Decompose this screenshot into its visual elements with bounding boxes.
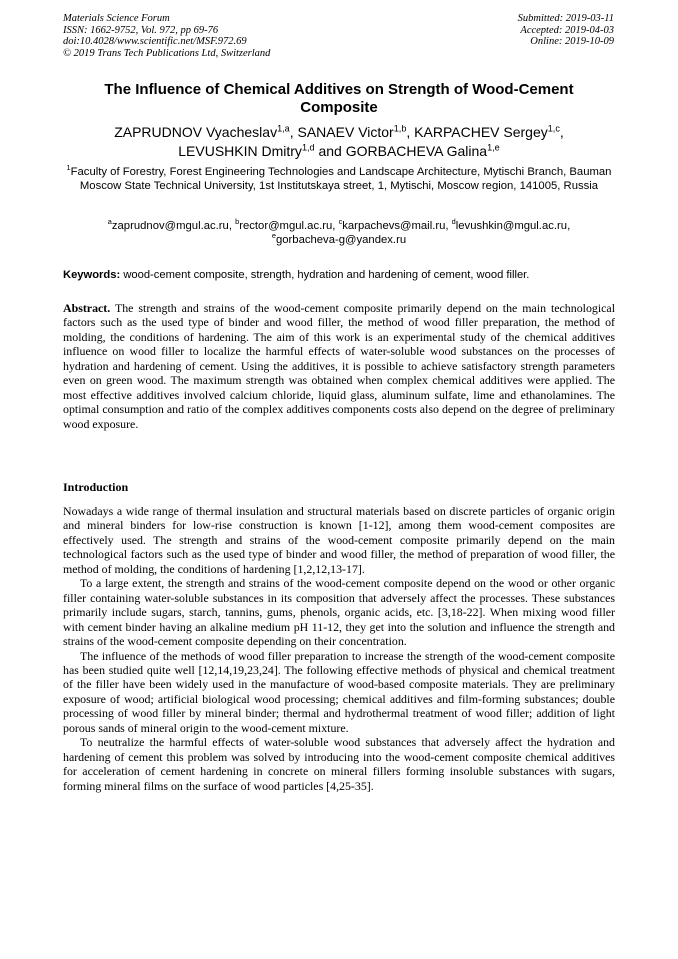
abstract-label: Abstract.	[63, 301, 111, 315]
keywords	[63, 268, 615, 282]
email-list	[63, 219, 615, 247]
doi: doi:10.4028/www.scientific.net/MSF.972.69	[63, 36, 247, 48]
author-list	[70, 123, 608, 161]
abstract-text: The strength and strains of the wood-cement composite primarily depend on the main technological factors such as the used type of binder and wood filler, the method of wood filler preparation, the method of molding, the conditions of hardening. The aim of this work is an experimental study of the chemical additives influence on wood filler to localize the harmful effects of water-soluble wood substances on the processes of hydration and hardening of cement. Using the additives, it is possible to achieve satisfactory strength parameters even on green wood. The maximum strength was obtained when complex chemical additives were applied. The most effective additives involved calcium chloride, liquid glass, aluminum sulfate, lime and ethanolamines. The optimal consumption and ratio of the complex additives components costs also depend on the degree of preliminary wood exposure.	[63, 301, 616, 431]
abstract	[63, 301, 615, 431]
keywords-label: Keywords:	[63, 269, 121, 281]
keywords-text: wood-cement composite, strength, hydration and hardening of cement, wood filler.	[123, 269, 530, 281]
introduction-heading: Introduction	[63, 480, 129, 494]
author: ZAPRUDNOV Vyacheslav$^{1,a}$,	[114, 123, 298, 140]
author-email: $^b$rector@mgul.ac.ru,	[235, 217, 339, 232]
online-date: Online: 2019-10-09	[530, 36, 614, 48]
copyright: © 2019 Trans Tech Publications Ltd, Switzerland	[63, 47, 271, 59]
paper-title: The Influence of Chemical Additives on Strength of Wood-Cement Composite	[104, 81, 574, 116]
author: KARPACHEV Sergey$^{1,c}$,	[414, 123, 564, 140]
author: LEVUSHKIN Dmitry$^{1,d}$ and	[178, 142, 346, 159]
author: GORBACHEVA Galina$^{1,e}$	[345, 142, 500, 159]
journal-info	[63, 13, 270, 59]
issn: ISSN: 1662-9752, Vol. 972, pp 69-76	[63, 24, 219, 36]
journal-name: Materials Science Forum	[63, 13, 170, 24]
introduction-body	[63, 504, 615, 793]
author-email: $^d$levushkin@mgul.ac.ru,	[451, 217, 571, 232]
publication-dates	[518, 13, 614, 48]
submitted-date: Submitted: 2019-03-11	[517, 13, 614, 24]
paragraph: The influence of the methods of wood filler preparation to increase the strength of the wood-cement composite has been studied quite well [12,14,19,23,24]. The following effective methods of physical and chemical treatment of the filler have been widely used in the manufacture of wood-based composite materials. They are preliminary exposure of wood; artificial biological wood processing; chemical additives and film-forming substances; double processing of wood filler by mineral binder; thermal and hydrothermal treatment of wood filler; addition of light porous sands of mineral origin to the wood-cement mixture.	[63, 648, 615, 735]
paragraph: To neutralize the harmful effects of water-soluble wood substances that adversely affect the hydration and hardening of cement this problem was solved by introducing into the wood-cement composite chemical additives for acceleration of cement hardening in concrete on mineral fillers forming insoluble substances with sugars, forming mineral films on the surface of wood particles [4,25-35].	[63, 735, 615, 793]
author-email: $^c$karpachevs@mail.ru,	[338, 217, 452, 232]
author: SANAEV Victor$^{1,b}$,	[297, 123, 415, 140]
affiliation: $^1$Faculty of Forestry, Forest Engineering Technologies and Landscape Architecture, Mytischi Branch, Bauman Moscow State Technical University, 1st Institutskaya street, 1, Mytischi, Moscow region, 141005, Russia	[66, 163, 612, 193]
author-email: $^a$zaprudnov@mgul.ac.ru,	[107, 217, 236, 232]
accepted-date: Accepted: 2019-04-03	[520, 24, 614, 36]
paragraph: Nowadays a wide range of thermal insulation and structural materials based on discrete particles of organic origin and mineral binders for low-rise construction is known [1-12], among them wood-cement composites are effectively used. The strength and strains of the wood-cement composite primarily depend on the main technological factors such as the used type of binder and wood filler, the method of preparation of wood filler, the method of molding, the conditions of hardening [1,2,12,13-17].	[63, 504, 615, 576]
author-email: $^e$gorbacheva-g@yandex.ru	[271, 231, 407, 247]
paragraph: To a large extent, the strength and strains of the wood-cement composite depend on the wood or other organic filler containing water-soluble substances in its composition that adversely affect the processes. These substances primarily include sugars, starch, tannins, gums, phenols, organic acids, etc. [3,18-22]. When mixing wood filler with cement binder having an alkaline medium pH 11-12, they get into the solution and influence the strength and strains of the wood-cement composite depending on their concentration.	[63, 576, 615, 649]
